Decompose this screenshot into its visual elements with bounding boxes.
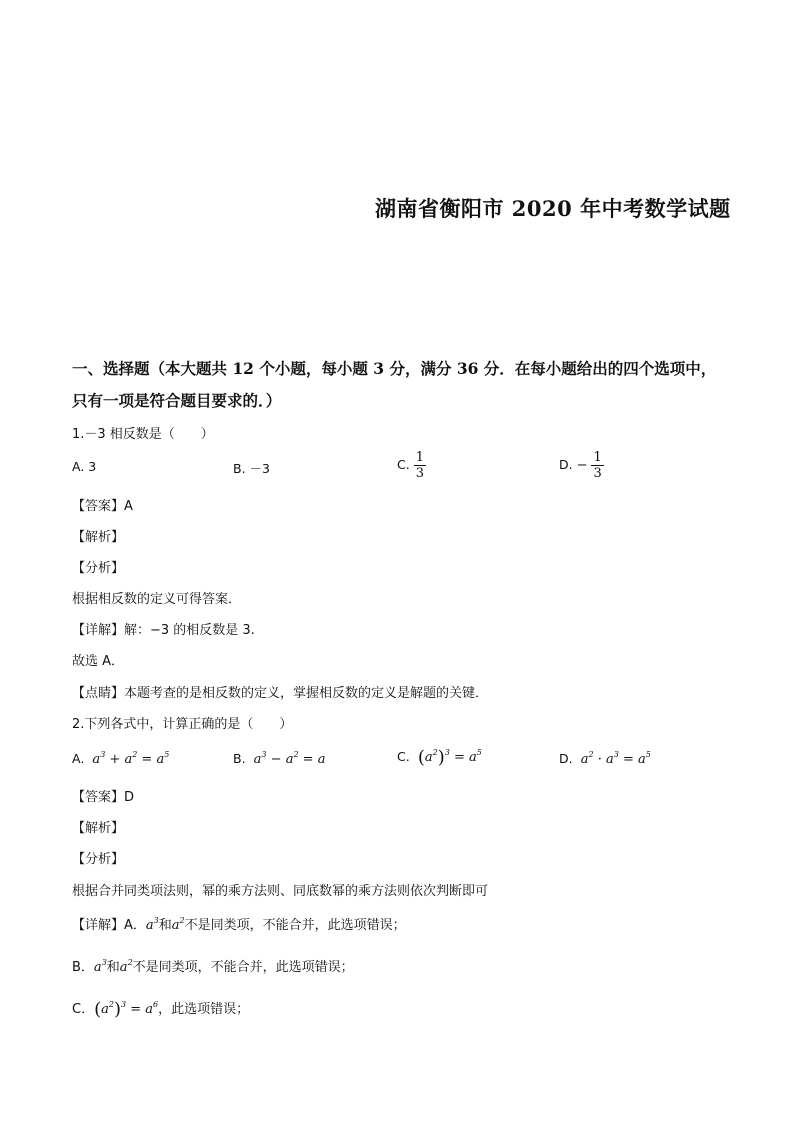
q1-option-d (559, 450, 604, 481)
q2-option-b-prefix: B. (233, 751, 246, 766)
q1-d-sign: − (576, 458, 588, 473)
q2-xb-term2: $a^2$ (119, 958, 133, 975)
q1-option-c-fraction (414, 450, 426, 481)
section-heading-line1: 一、选择题（本大题共 12 个小题，每小题 3 分，满分 36 分．在每小题给出的四个选项中， (72, 359, 717, 378)
q2-option-a (72, 750, 169, 767)
q1-option-a: A. 3 (72, 459, 97, 474)
q2-xa-term1: $a^3$ (145, 916, 159, 933)
q2-c-prefix: C． (72, 1002, 95, 1017)
q1-stem: 1.－3 相反数是（ ） (72, 427, 214, 442)
q2-option-a-prefix: A. (72, 751, 85, 766)
q1-fenxi-text: 根据相反数的定义可得答案． (72, 592, 242, 607)
q1-c-numerator: 1 (415, 450, 424, 465)
q2-jiexi: 【解析】 (72, 821, 125, 836)
section-heading-line2: 只有一项是符合题目要求的．） (72, 391, 282, 410)
q2-option-c (397, 747, 482, 768)
q2-xiangjie-c (72, 998, 249, 1020)
q2-option-d-expression: $a^2 \cdot a^3 = a^5$ (576, 750, 651, 767)
q2-option-d-prefix: D. (559, 751, 573, 766)
q2-option-c-prefix: C. (397, 749, 410, 764)
q2-option-a-expression: $a^3 + a^2 = a^5$ (88, 750, 170, 767)
q2-option-b (233, 750, 325, 767)
q2-xiangjie-b (72, 956, 354, 975)
q1-d-denominator: 3 (593, 466, 602, 481)
q2-c-suffix: ，此选项错误； (158, 1002, 250, 1017)
q2-b-prefix: B． (72, 960, 94, 975)
q2-fenxi: 【分析】 (72, 852, 125, 867)
q1-option-c-prefix: C. (397, 457, 410, 472)
q2-option-d (559, 750, 651, 767)
q1-option-b: B. －3 (233, 461, 270, 476)
q2-option-c-expression: $(a^2)^3 = a^5$ (417, 747, 482, 768)
q2-xiangjie-prefix: 【详解】A． (72, 918, 146, 933)
q2-xiangjie-suffix: 不是同类项，不能合并，此选项错误； (184, 918, 406, 933)
q1-option-c (397, 450, 426, 481)
q2-xb-term1: $a^3$ (93, 958, 107, 975)
q2-xiangjie-mid: 和 (158, 918, 172, 933)
q2-answer: 【答案】D (72, 790, 135, 805)
q1-answer: 【答案】A (72, 499, 133, 514)
paper-title: 湖南省衡阳市 2020 年中考数学试题 (375, 196, 731, 221)
q2-stem: 2.下列各式中，计算正确的是（ ） (72, 717, 293, 732)
q1-c-denominator: 3 (415, 466, 424, 481)
q1-jiexi: 【解析】 (72, 530, 125, 545)
q2-b-suffix: 不是同类项，不能合并，此选项错误； (132, 960, 354, 975)
q1-option-d-prefix: D. (559, 457, 573, 472)
q2-xa-term2: $a^2$ (171, 916, 185, 933)
q1-d-numerator: 1 (593, 450, 602, 465)
q1-option-d-fraction (591, 450, 603, 481)
q1-dianjing: 【点睛】本题考查的是相反数的定义，掌握相反数的定义是解题的关键． (72, 686, 489, 701)
q2-b-mid: 和 (106, 960, 120, 975)
q1-fenxi: 【分析】 (72, 561, 125, 576)
q1-xiangjie: 【详解】解：−3 的相反数是 3. (72, 623, 255, 638)
q1-guxuan: 故选 A． (72, 654, 125, 669)
q2-xc-expression: $(a^2)^3 = a^6$ (94, 999, 159, 1020)
q2-option-b-expression: $a^3 - a^2 = a$ (249, 750, 326, 767)
q2-xiangjie-a (72, 914, 406, 933)
q2-fenxi-text: 根据合并同类项法则，幂的乘方法则、同底数幂的乘方法则依次判断即可 (72, 884, 489, 899)
